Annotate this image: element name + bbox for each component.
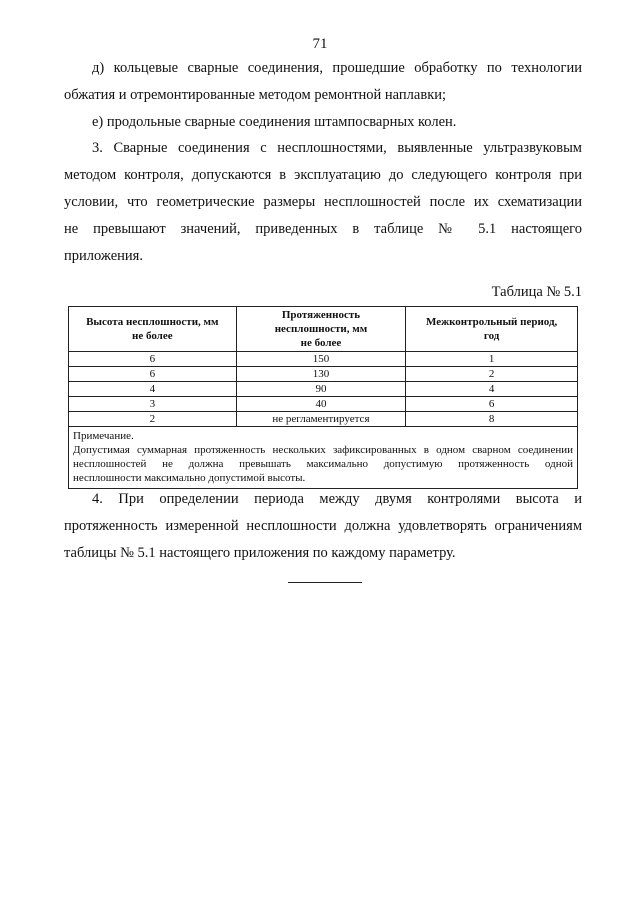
paragraph-line: таблицы № 5.1 настоящего приложения по каждому параметру. xyxy=(64,545,456,561)
paragraph-line: обжатия и отремонтированные методом ремонтной наплавки; xyxy=(64,87,447,103)
header-text: несплошности, мм xyxy=(274,323,368,335)
table-cell: 6 xyxy=(69,352,237,367)
paragraph-line: 4. При определении периода между двумя контролями высота и xyxy=(92,491,582,507)
header-text: не более xyxy=(132,330,173,342)
table-row xyxy=(69,382,578,397)
table-cell: 130 xyxy=(236,367,406,382)
paragraph-line: методом контроля, допускаются в эксплуатацию до следующего контроля при xyxy=(64,167,582,183)
table-cell: 2 xyxy=(406,367,578,382)
table-cell: 4 xyxy=(406,382,578,397)
note-line: несплошности максимально допустимой высоты. xyxy=(73,472,306,484)
table-header-row xyxy=(69,307,578,352)
table-row xyxy=(69,352,578,367)
header-length xyxy=(236,307,406,352)
table-cell: 8 xyxy=(406,412,578,427)
header-height xyxy=(69,307,237,352)
paragraph-4 xyxy=(64,486,582,567)
table-row xyxy=(69,367,578,382)
paragraph-3 xyxy=(64,135,582,270)
table-cell: 4 xyxy=(69,382,237,397)
header-text: Межконтрольный период, xyxy=(425,316,558,328)
page-number: 71 xyxy=(312,36,328,52)
header-text: Высота несплошности, мм xyxy=(86,316,219,328)
table-cell: 6 xyxy=(69,367,237,382)
table-note-row xyxy=(69,427,578,489)
table-row xyxy=(69,397,578,412)
paragraph-line: 3. Сварные соединения с несплошностями, выявленные ультразвуковым xyxy=(92,140,582,156)
table-row xyxy=(69,412,578,427)
table-caption: Таблица № 5.1 xyxy=(491,284,582,300)
header-period xyxy=(406,307,578,352)
paragraph-line: приложения. xyxy=(64,248,143,264)
end-rule xyxy=(288,582,362,583)
paragraph-e xyxy=(64,109,582,136)
paragraph-line: д) кольцевые сварные соединения, прошедшие обработку по технологии xyxy=(92,60,582,76)
paragraph-d xyxy=(64,55,582,109)
table-cell: 1 xyxy=(406,352,578,367)
defect-table xyxy=(68,306,578,489)
paragraph-line: не превышают значений, приведенных в таблице № 5.1 настоящего xyxy=(64,221,582,237)
header-text: год xyxy=(483,330,500,342)
table-cell: не регламентируется xyxy=(236,412,406,427)
table-note xyxy=(69,427,578,489)
table-cell: 150 xyxy=(236,352,406,367)
table-cell: 40 xyxy=(236,397,406,412)
table-cell: 2 xyxy=(69,412,237,427)
paragraph-line: протяженность измеренной несплошности должна удовлетворять ограничениям xyxy=(64,518,582,534)
note-title: Примечание. xyxy=(73,430,134,442)
header-text: Протяженность xyxy=(281,309,361,321)
note-line: Допустимая суммарная протяженность нескольких зафиксированных в одном сварном соединении xyxy=(73,444,573,456)
header-text: не более xyxy=(300,337,342,349)
table-cell: 90 xyxy=(236,382,406,397)
table-cell: 6 xyxy=(406,397,578,412)
note-line: несплошностей не должна превышать максимально допустимую протяженность одной xyxy=(73,458,573,470)
table-cell: 3 xyxy=(69,397,237,412)
paragraph-line: условии, что геометрические размеры несплошностей после их схематизации xyxy=(64,194,582,210)
paragraph-line: е) продольные сварные соединения штампосварных колен. xyxy=(92,114,457,130)
